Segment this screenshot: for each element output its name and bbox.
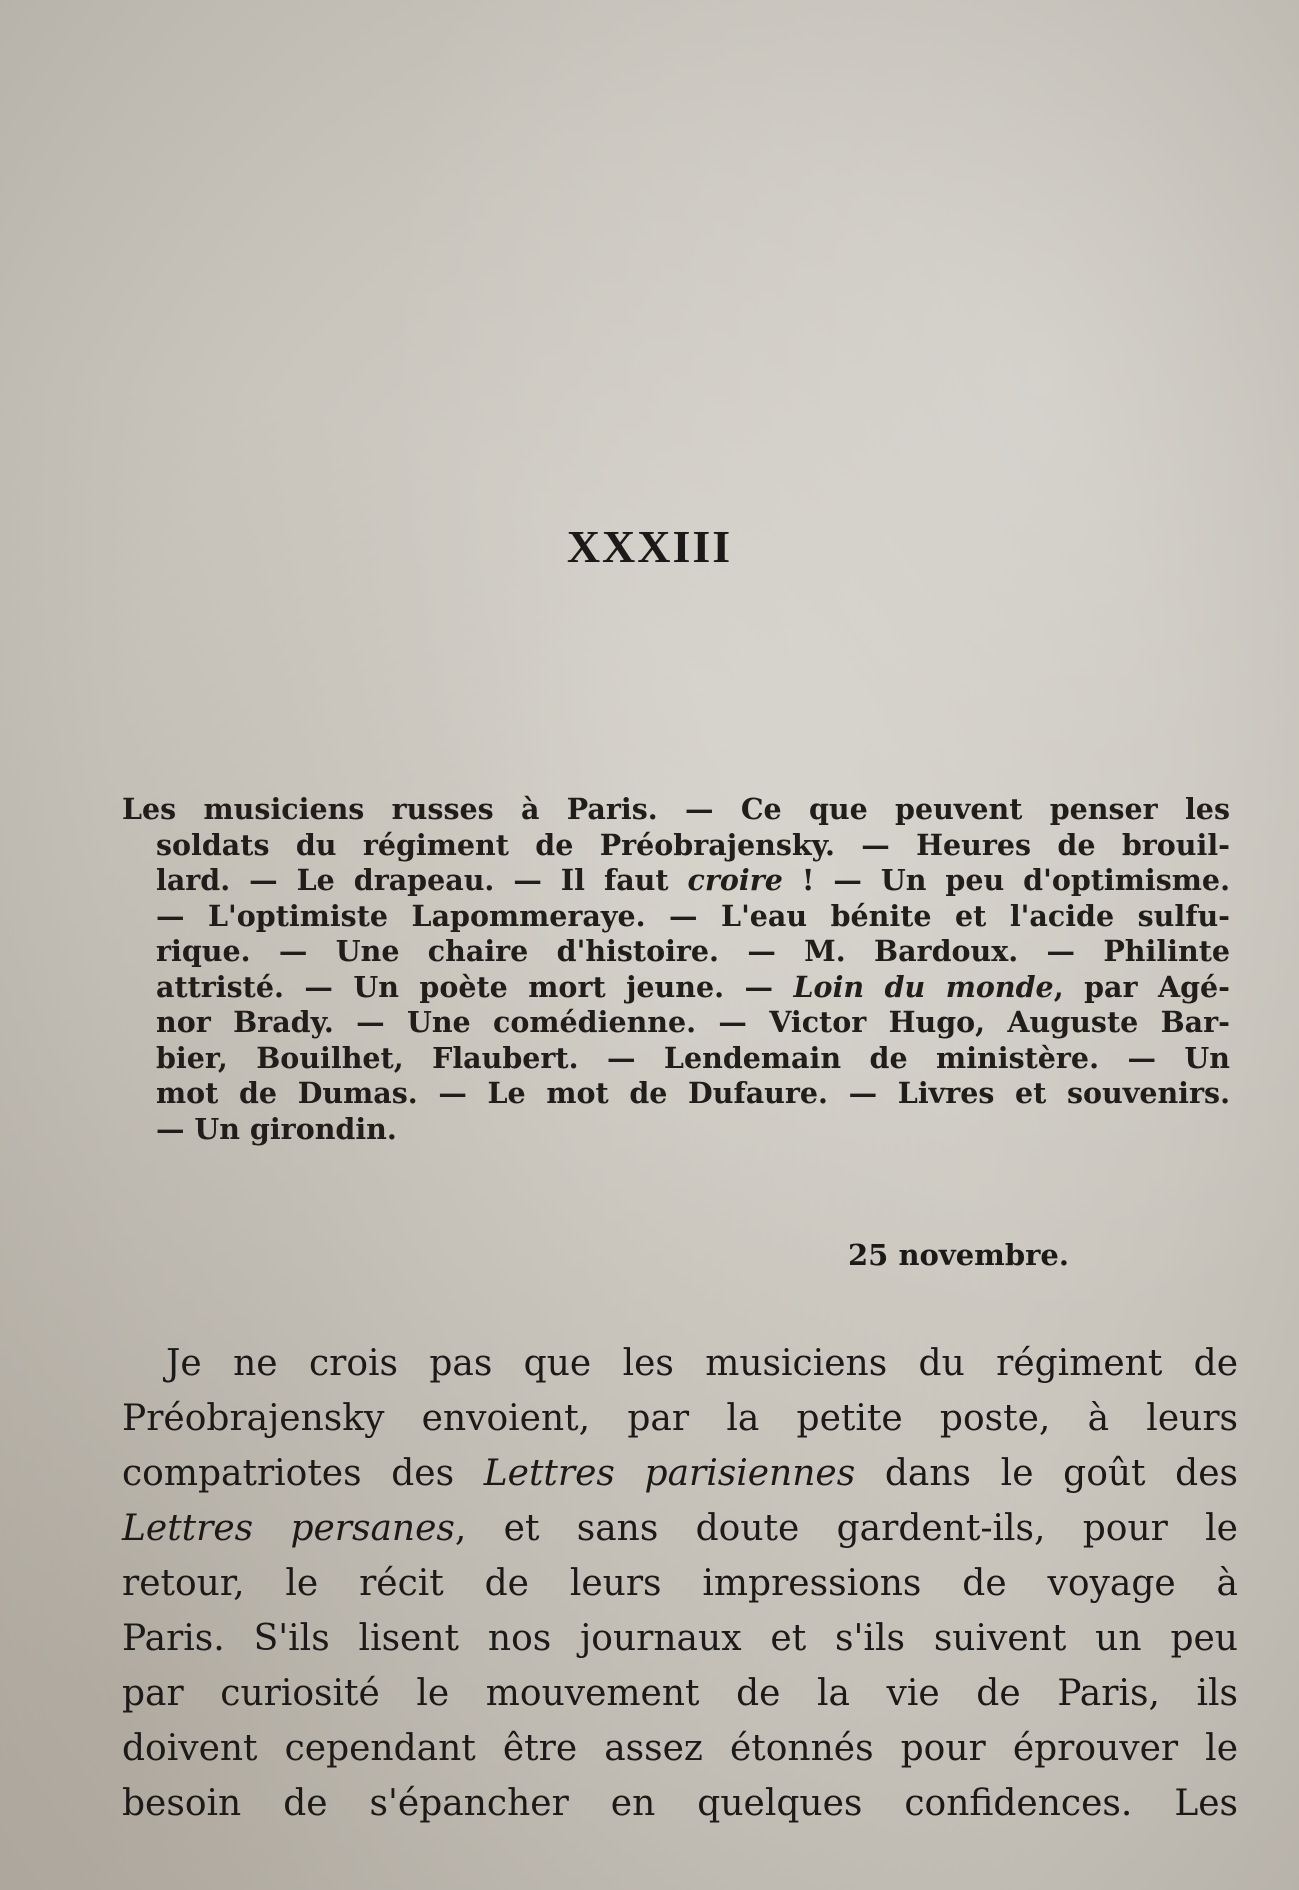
text-run: compatriotes des [122,1453,484,1494]
italic-title: Loin du monde [793,969,1054,1004]
body-line [122,1611,1238,1666]
text-run: ! — Un peu d'optimisme. [782,863,1230,897]
text-run: par curiosité le mouvement de la vie de Paris, ils [122,1673,1238,1714]
text-run: retour, le récit de leurs impressions de voyage à [122,1563,1238,1604]
summary-line [122,1076,1230,1112]
text-run: Les musiciens russes à Paris. — Ce que peuvent penser les [122,792,1230,826]
italic-title: croire [687,863,783,897]
body-paragraph [122,1336,1238,1831]
body-line [122,1391,1238,1446]
text-run: attristé. — Un poète mort jeune. — [156,969,794,1004]
body-line [122,1556,1238,1611]
summary-line [122,828,1230,864]
text-run: — L'optimiste Lapommeraye. — L'eau bénite et l'acide sulfu- [156,898,1230,933]
text-run: , par Agé- [1053,969,1230,1004]
summary-line [122,970,1230,1006]
text-run: rique. — Une chaire d'histoire. — M. Bardoux. — Philinte [156,934,1230,968]
text-run: mot de Dumas. — Le mot de Dufaure. — Livres et souvenirs. [156,1076,1230,1110]
text-run: Je ne crois pas que les musiciens du régiment de [166,1343,1238,1384]
entry-date: 25 novembre. [848,1238,1069,1272]
text-run: nor Brady. — Une comédienne. — Victor Hugo, Auguste Bar- [156,1005,1230,1039]
body-line [122,1446,1238,1501]
text-run: soldats du régiment de Préobrajensky. — Heures de brouil- [156,827,1230,862]
text-run: doivent cependant être assez étonnés pour éprouver le [122,1728,1238,1769]
text-run: — Un girondin. [156,1111,397,1146]
summary-line [122,863,1230,899]
text-run: lard. — Le drapeau. — Il faut [156,863,688,897]
body-line [122,1721,1238,1776]
text-run: , et sans doute gardent-ils, pour le [454,1508,1238,1549]
italic-title: Lettres parisiennes [483,1453,856,1494]
summary-line [122,792,1230,828]
text-run: dans le goût des [855,1453,1238,1494]
body-line [122,1776,1238,1831]
text-run: bier, Bouilhet, Flaubert. — Lendemain de ministère. — Un [156,1040,1230,1075]
summary-line [122,1005,1230,1041]
chapter-number: XXXIII [566,521,733,572]
summary-line [122,899,1230,935]
summary-line [122,1041,1230,1077]
body-line [122,1336,1238,1391]
text-run: Paris. S'ils lisent nos journaux et s'ils suivent un peu [122,1618,1238,1659]
summary-line [122,1112,1230,1148]
body-line [122,1501,1238,1556]
italic-title: Lettres persanes [122,1508,455,1549]
text-run: Préobrajensky envoient, par la petite poste, à leurs [122,1398,1238,1439]
body-line [122,1666,1238,1721]
text-run: besoin de s'épancher en quelques confidences. Les [122,1783,1238,1824]
chapter-summary [122,792,1230,1147]
summary-line [122,934,1230,970]
